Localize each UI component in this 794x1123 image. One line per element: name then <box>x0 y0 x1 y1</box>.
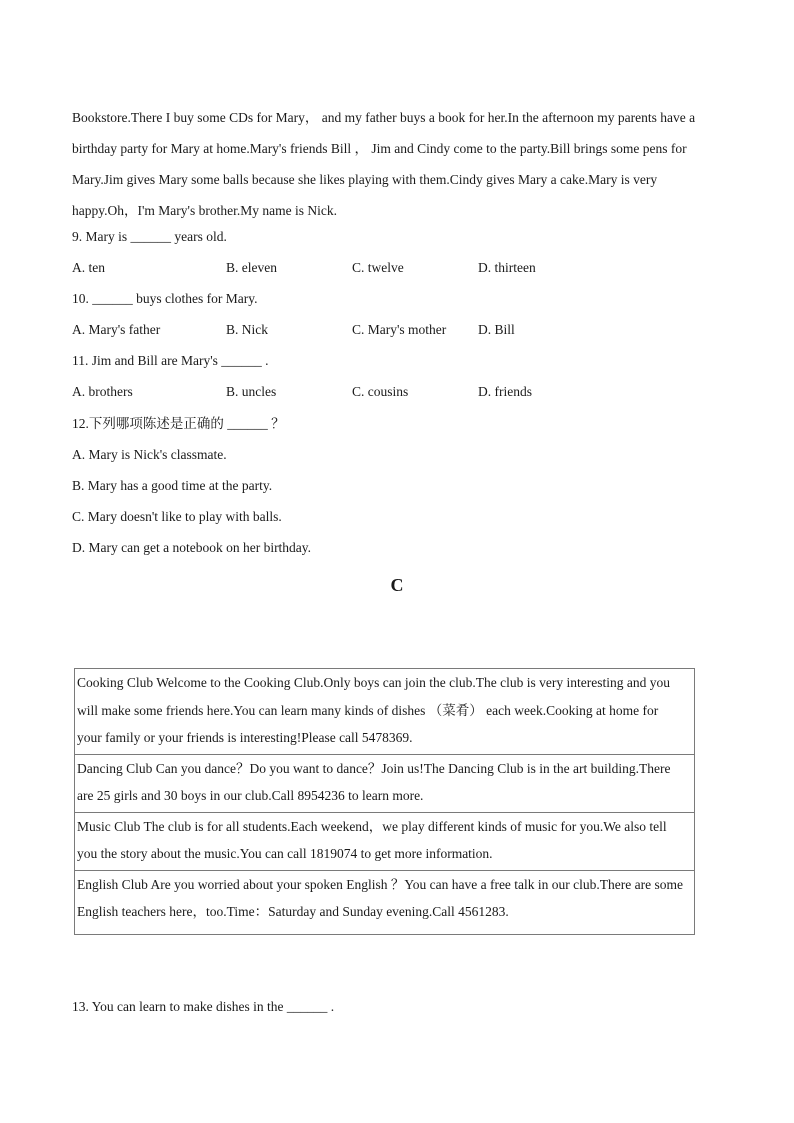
question-10-option-c[interactable]: C. Mary's mother <box>352 322 447 337</box>
question-12-option-d[interactable]: D. Mary can get a notebook on her birthday. <box>72 540 312 555</box>
passage-b-text: Bookstore.There I buy some CDs for Mary， and my father buys a book for her.In the afternoon my parents have a birthday party for Mary at home.Mary's friends Bill ， Jim and Cindy come to the party.Bill brings some pens for Mary.Jim gives Mary some balls because she likes playing with them.Cindy gives Mary a cake.Mary is very happy.Oh，I'm Mary's brother.My name is Nick. <box>72 110 696 218</box>
question-10-option-d[interactable]: D. Bill <box>478 322 515 337</box>
table-row <box>75 754 695 812</box>
clubs-table <box>74 668 695 935</box>
question-13-stem: 13. You can learn to make dishes in the ______ . <box>72 999 335 1014</box>
section-c-heading: C <box>390 575 404 595</box>
question-9-option-d[interactable]: D. thirteen <box>478 260 536 275</box>
question-10-option-a[interactable]: A. Mary's father <box>72 322 161 337</box>
club-dancing-cell: Dancing Club Can you dance？Do you want to dance？Join us!The Dancing Club is in the art building.There are 25 girls and 30 boys in our club.Call 8954236 to learn more. <box>75 754 695 812</box>
question-10-stem: 10. ______ buys clothes for Mary. <box>72 291 258 306</box>
question-12-option-a[interactable]: A. Mary is Nick's classmate. <box>72 447 227 462</box>
table-row <box>75 669 695 755</box>
question-11-option-b[interactable]: B. uncles <box>226 384 277 399</box>
question-10-option-b[interactable]: B. Nick <box>226 322 268 337</box>
question-12-option-b[interactable]: B. Mary has a good time at the party. <box>72 478 273 493</box>
question-9-option-b[interactable]: B. eleven <box>226 260 277 275</box>
question-11-option-d[interactable]: D. friends <box>478 384 532 399</box>
table-row <box>75 870 695 934</box>
question-9-option-c[interactable]: C. twelve <box>352 260 404 275</box>
club-english-cell: English Club Are you worried about your spoken English ？You can have a free talk in our club.There are some English teachers here，too.Time：Saturday and Sunday evening.Call 4561283. <box>75 870 695 934</box>
question-11-option-c[interactable]: C. cousins <box>352 384 409 399</box>
question-11-stem: 11. Jim and Bill are Mary's ______ . <box>72 353 269 368</box>
question-12-option-c[interactable]: C. Mary doesn't like to play with balls. <box>72 509 282 524</box>
question-9-stem: 9. Mary is ______ years old. <box>72 229 227 244</box>
club-cooking-cell: Cooking Club Welcome to the Cooking Club.Only boys can join the club.The club is very interesting and you will make some friends here.You can learn many kinds of dishes （菜肴） each week.Cooking at home for your family or your friends is interesting!Please call 5478369. <box>75 669 695 755</box>
table-row <box>75 812 695 870</box>
question-9-option-a[interactable]: A. ten <box>72 260 105 275</box>
question-11-option-a[interactable]: A. brothers <box>72 384 133 399</box>
question-12-stem: 12.下列哪项陈述是正确的 ______ ？ <box>72 416 285 431</box>
club-music-cell: Music Club The club is for all students.Each weekend，we play different kinds of music for you.We also tell you the story about the music.You can call 1819074 to get more information. <box>75 812 695 870</box>
